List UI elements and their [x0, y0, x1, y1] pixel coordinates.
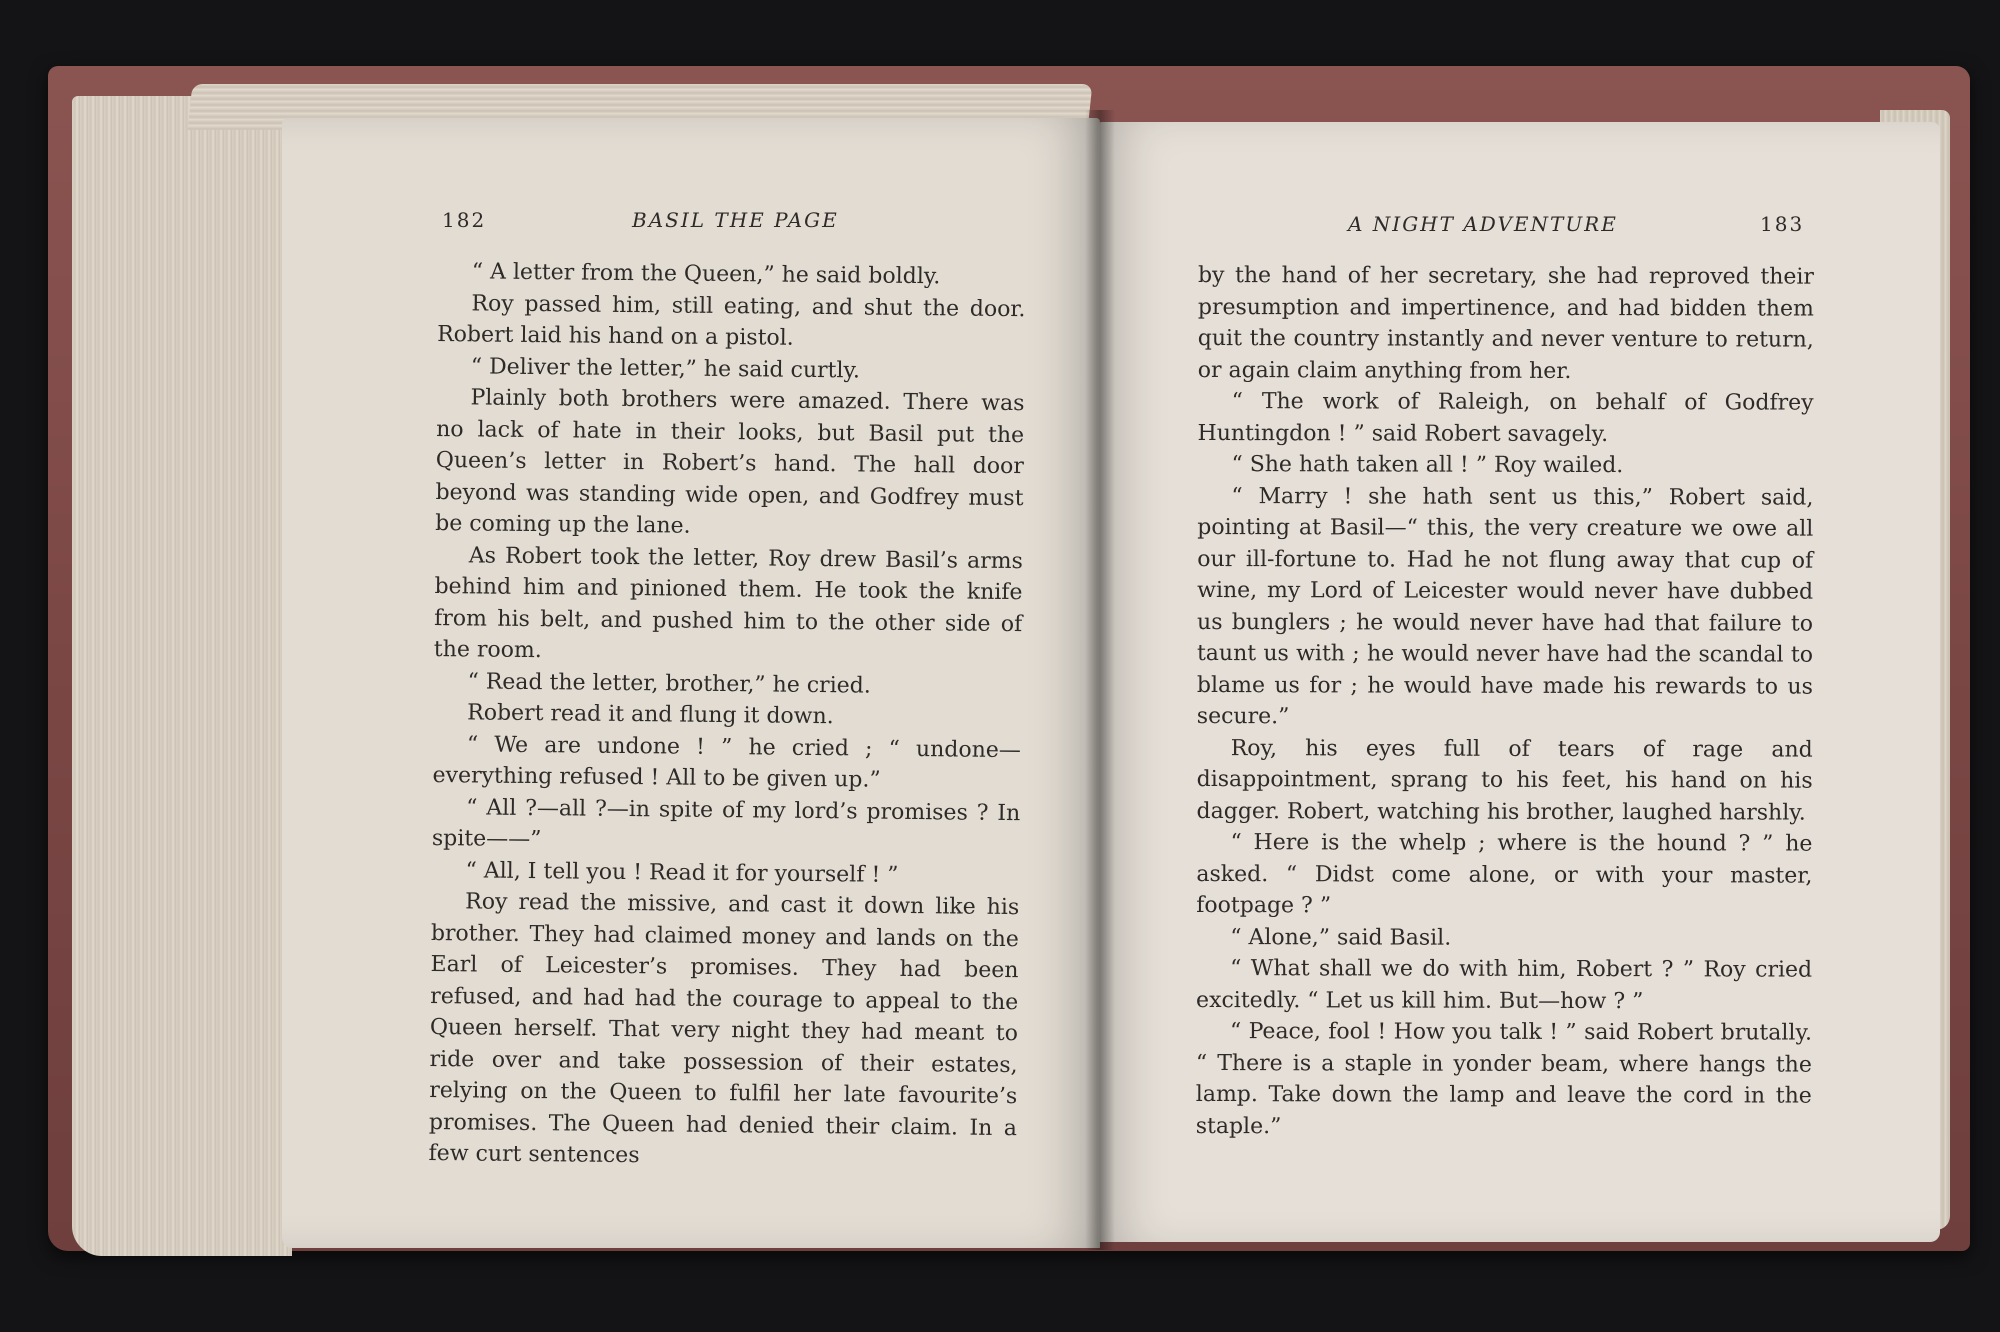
paragraph: “ Read the letter, brother,” he cried.	[467, 668, 871, 699]
left-page	[282, 118, 1100, 1248]
paragraph: “ All ?—all ?—in spite of my lord’s promises ? In spite——”	[431, 794, 1021, 853]
right-page-header	[1098, 212, 1940, 242]
paragraph: “ She hath taken all ! ” Roy wailed.	[1231, 452, 1624, 479]
paragraph: “ The work of Raleigh, on behalf of Godfrey Huntingdon ! ” said Robert savagely.	[1197, 389, 1814, 447]
paragraph: “ Here is the whelp ; where is the hound ? ” he asked. “ Didst come alone, or with your master, footpage ? ”	[1196, 830, 1813, 919]
paragraph: “ A letter from the Queen,” he said boldly.	[471, 259, 941, 290]
paragraph: by the hand of her secretary, she had reproved their presumption and impertinence, and had bidden them quit the country instantly and never venture to return, or again claim anything from her.	[1197, 263, 1814, 384]
paragraph: Plainly both brothers were amazed. There was no lack of hate in their looks, but Basil put the Queen’s letter in Robert’s hand. The hall door beyond was standing wide open, and Godfrey must be coming up the lane.	[435, 385, 1025, 539]
paragraph: Robert read it and flung it down.	[467, 700, 834, 730]
paragraph: “ All, I tell you ! Read it for yourself ! ”	[465, 857, 899, 888]
left-page-header	[282, 208, 1100, 238]
right-running-head: A NIGHT ADVENTURE	[1348, 212, 1618, 236]
paragraph: “ Marry ! she hath sent us this,” Robert said, pointing at Basil—“ this, the very creature we owe all our ill-fortune to. Had he not flung away that cup of wine, my Lord of Leicester would never have dubbed us bunglers ; he would never have had that failure to taunt us with ; he would never have had the scandal to blame us for ; he would have made his rewards to us secure.”	[1196, 483, 1814, 730]
right-page-number: 183	[1760, 212, 1805, 236]
spine-gutter	[1085, 110, 1115, 1250]
paragraph: “ Peace, fool ! How you talk ! ” said Robert brutally. “ There is a staple in yonder beam, where hangs the lamp. Take down the lamp and leave the cord in the staple.”	[1195, 1019, 1813, 1139]
paragraph: As Robert took the letter, Roy drew Basil’s arms behind him and pinioned them. He took the knife from his belt, and pushed him to the other side of the room.	[433, 542, 1023, 664]
paragraph: Roy passed him, still eating, and shut the door. Robert laid his hand on a pistol.	[437, 290, 1026, 351]
left-page-body	[428, 256, 1026, 1176]
paragraph: “ Alone,” said Basil.	[1230, 924, 1452, 951]
paragraph: “ What shall we do with him, Robert ? ” Roy cried excitedly. “ Let us kill him. But—how ? ”	[1196, 956, 1813, 1014]
paragraph: “ We are undone ! ” he cried ; “ undone—everything refused ! All to be given up.”	[432, 731, 1021, 793]
left-page-number: 182	[442, 208, 487, 232]
left-running-head: BASIL THE PAGE	[632, 208, 839, 232]
paragraph: Roy, his eyes full of tears of rage and disappointment, sprang to his feet, his hand on his dagger. Robert, watching his brother, laughed harshly.	[1196, 735, 1813, 826]
right-page-body	[1196, 260, 1814, 1144]
paragraph: “ Deliver the letter,” he said curtly.	[470, 353, 861, 383]
paragraph: Roy read the missive, and cast it down like his brother. They had claimed money and lands on the Earl of Leicester’s promises. They had been refused, and had had the courage to appeal to the Queen herself. That very night they had meant to ride over and take possession of their estates, relying on the Queen to fulfil her late favourite’s promises. The Queen had denied their claim. In a few curt sentences	[428, 889, 1020, 1169]
right-page	[1098, 122, 1940, 1242]
page-edges-left	[72, 96, 292, 1256]
